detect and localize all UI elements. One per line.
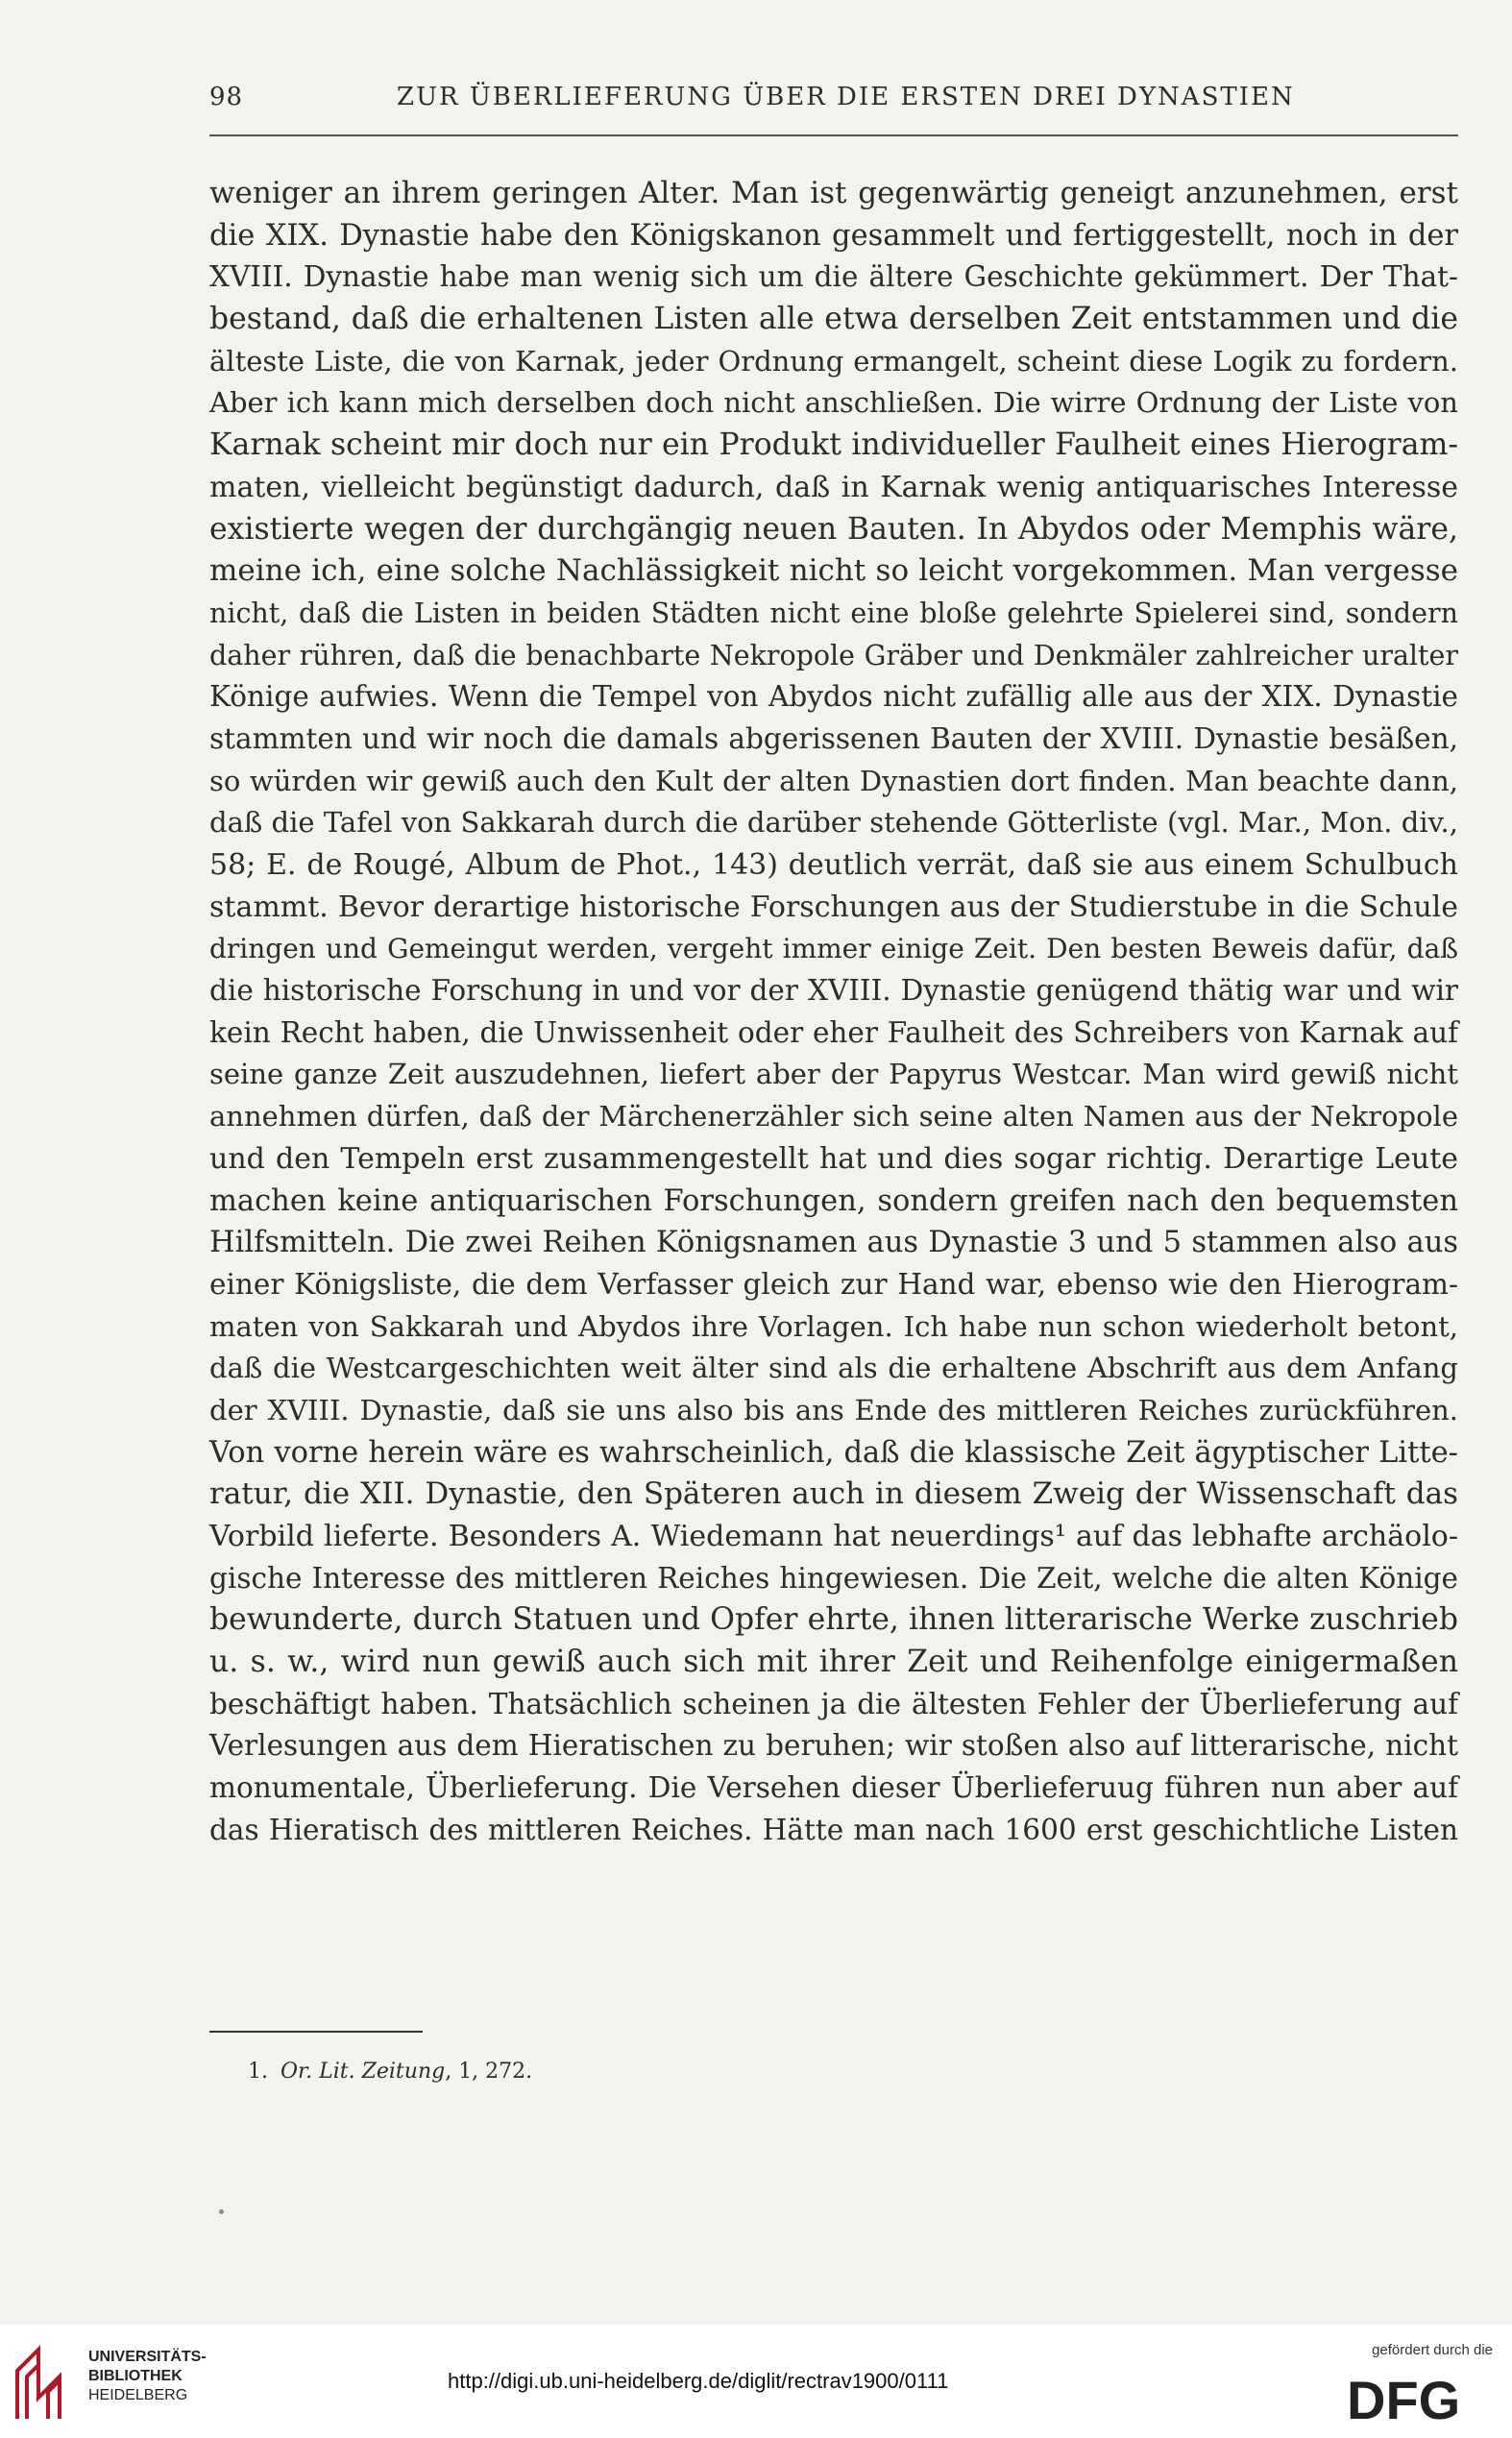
- text-line: die XIX. Dynastie habe den Königskanon gesammelt und fertiggestellt, noch in der: [209, 218, 1458, 253]
- text-line: das Hieratisch des mittleren Reiches. Hätte man nach 1600 erst geschichtliche Listen: [209, 1813, 1458, 1846]
- dfg-logo-text: DFG: [1347, 2371, 1461, 2426]
- text-line: existierte wegen der durchgängig neuen Bauten. In Abydos oder Memphis wäre,: [209, 511, 1458, 547]
- text-line: Karnak scheint mir doch nur ein Produkt individueller Faulheit eines Hierogram-: [209, 427, 1458, 463]
- text-line: Vorbild lieferte. Besonders A. Wiedemann hat neuerdings¹ auf das lebhafte archäolo-: [209, 1520, 1458, 1553]
- text-line: daher rühren, daß die benachbarte Nekropole Gräber und Denkmäler zahlreicher uralter: [209, 639, 1458, 671]
- text-line: nicht, daß die Listen in beiden Städten nicht eine bloße gelehrte Spielerei sind, sondern: [209, 597, 1458, 629]
- text-line: u. s. w., wird nun gewiß auch sich mit ihrer Zeit und Reihenfolge einigermaßen: [209, 1645, 1458, 1680]
- text-line: Von vorne herein wäre es wahrscheinlich, daß die klassische Zeit ägyptischer Litte-: [209, 1435, 1458, 1470]
- text-line: stammt. Bevor derartige historische Forschungen aus der Studierstube in die Schule: [209, 890, 1458, 924]
- text-line: seine ganze Zeit auszudehnen, liefert aber der Papyrus Westcar. Man wird gewiß nicht: [209, 1058, 1458, 1091]
- text-line: daß die Westcargeschichten weit älter sind als die erhaltene Abschrift aus dem Anfang: [209, 1352, 1458, 1385]
- text-line: stammten und wir noch die damals abgerissenen Bauten der XVIII. Dynastie besäßen,: [209, 721, 1458, 755]
- footnote-rule: [209, 2031, 423, 2033]
- text-line: maten, vielleicht begünstigt dadurch, daß in Karnak wenig antiquarisches Interesse: [209, 470, 1458, 504]
- text-line: bestand, daß die erhaltenen Listen alle etwa derselben Zeit entstammen und die: [209, 302, 1458, 337]
- text-line: einer Königsliste, die dem Verfasser gleich zur Hand war, ebenso wie den Hierogram-: [209, 1267, 1458, 1301]
- text-line: monumentale, Überlieferung. Die Versehen dieser Überlieferuug führen nun aber auf: [209, 1771, 1458, 1805]
- permalink-url[interactable]: http://digi.ub.uni-heidelberg.de/diglit/rectrav1900/0111: [448, 2369, 949, 2393]
- text-line: und den Tempeln erst zusammengestellt hat und dies sogar richtig. Derartige Leute: [209, 1141, 1458, 1176]
- text-line: die historische Forschung in und vor der XVIII. Dynastie genügend thätig war und wir: [209, 974, 1458, 1008]
- text-line: beschäftigt haben. Thatsächlich scheinen ja die ältesten Fehler der Überlieferung auf: [209, 1687, 1458, 1720]
- footnote: [248, 2060, 532, 2084]
- text-line: Verlesungen aus dem Hieratischen zu beruhen; wir stoßen also auf litterarische, nicht: [209, 1729, 1458, 1763]
- text-line: annehmen dürfen, daß der Märchenerzähler sich seine alten Namen aus der Nekropole: [209, 1100, 1458, 1134]
- text-line: gische Interesse des mittleren Reiches hingewiesen. Die Zeit, welche die alten Könige: [209, 1561, 1458, 1595]
- library-logo-icon: [10, 2342, 75, 2423]
- text-line: XVIII. Dynastie habe man wenig sich um die ältere Geschichte gekümmert. Der That-: [209, 260, 1458, 294]
- text-line: Hilfsmitteln. Die zwei Reihen Königsnamen aus Dynastie 3 und 5 stammen also aus: [209, 1226, 1458, 1260]
- library-name-line-2: BIBLIOTHEK: [88, 2368, 183, 2384]
- text-line: weniger an ihrem geringen Alter. Man ist gegenwärtig geneigt anzunehmen, erst: [209, 176, 1458, 210]
- header-rule: [209, 134, 1458, 136]
- running-head: [209, 83, 1458, 121]
- footnote-number: 1.: [248, 2060, 268, 2084]
- text-line: ratur, die XII. Dynastie, den Späteren auch in diesem Zweig der Wissenschaft das: [209, 1476, 1458, 1512]
- text-line: kein Recht haben, die Unwissenheit oder eher Faulheit des Schreibers von Karnak auf: [209, 1015, 1458, 1049]
- text-line: der XVIII. Dynastie, daß sie uns also bis ans Ende des mittleren Reiches zurückführen.: [209, 1393, 1458, 1426]
- footnote-reference: , 1, 272.: [445, 2060, 533, 2084]
- body-text: [209, 173, 1458, 1852]
- text-line: Könige aufwies. Wenn die Tempel von Abydos nicht zufällig alle aus der XIX. Dynastie: [209, 680, 1458, 714]
- text-line: meine ich, eine solche Nachlässigkeit nicht so leicht vorgekommen. Man vergesse: [209, 553, 1458, 589]
- library-name: [88, 2348, 207, 2405]
- text-line: älteste Liste, die von Karnak, jeder Ordnung ermangelt, scheint diese Logik zu fordern.: [209, 344, 1458, 378]
- text-line: bewunderte, durch Statuen und Opfer ehrte, ihnen litterarische Werke zuschrieb: [209, 1602, 1458, 1638]
- digitization-footer: [0, 2325, 1512, 2438]
- text-line: 58; E. de Rougé, Album de Phot., 143) deutlich verrät, daß sie aus einem Schulbuch: [209, 848, 1458, 882]
- text-line: Aber ich kann mich derselben doch nicht anschließen. Die wirre Ordnung der Liste von: [209, 386, 1458, 420]
- footnote-source: Or. Lit. Zeitung: [280, 2060, 446, 2084]
- text-line: maten von Sakkarah und Abydos ihre Vorlagen. Ich habe nun schon wiederholt betont,: [209, 1309, 1458, 1343]
- page-speck: [219, 2209, 224, 2214]
- text-line: machen keine antiquarischen Forschungen, sondern greifen nach den bequemsten: [209, 1183, 1458, 1218]
- text-line: so würden wir gewiß auch den Kult der alten Dynastien dort finden. Man beachte dann,: [209, 764, 1458, 797]
- running-title: ZUR ÜBERLIEFERUNG ÜBER DIE ERSTEN DREI DYNASTIEN: [397, 83, 1295, 111]
- library-name-line-3: HEIDELBERG: [88, 2387, 188, 2403]
- sponsor-text: gefördert durch die: [1372, 2342, 1493, 2358]
- library-name-line-1: UNIVERSITÄTS-: [88, 2349, 207, 2365]
- dfg-logo-icon: [1347, 2371, 1491, 2426]
- text-line: dringen und Gemeingut werden, vergeht immer einige Zeit. Den besten Beweis dafür, daß: [209, 933, 1458, 965]
- page-number: 98: [209, 83, 244, 111]
- text-line: daß die Tafel von Sakkarah durch die darüber stehende Götterliste (vgl. Mar., Mon. div.,: [209, 806, 1458, 840]
